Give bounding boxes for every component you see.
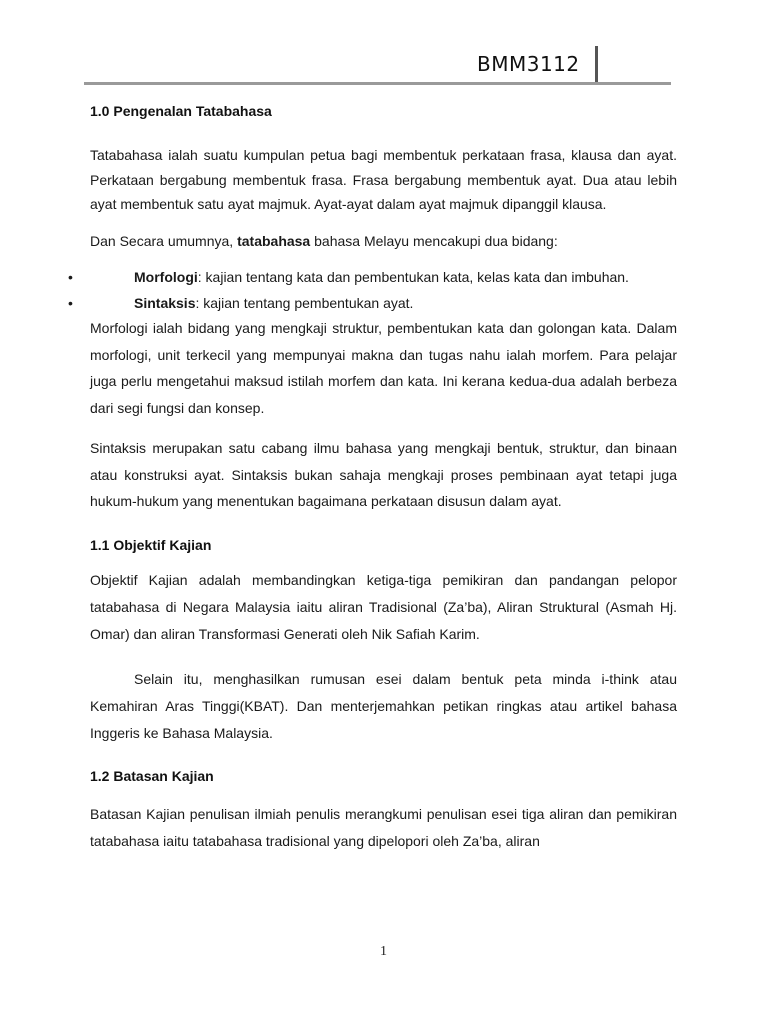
bullet-item-morfologi: [68, 265, 677, 289]
bullet-desc: : kajian tentang kata dan pembentukan kata, kelas kata dan imbuhan.: [197, 269, 629, 285]
bullet-item-sintaksis: [68, 291, 677, 315]
header-rule: [84, 82, 671, 85]
objektif-paragraph-1: Objektif Kajian adalah membandingkan ketiga-tiga pemikiran dan pandangan pelopor tatabahasa di Negara Malaysia iaitu aliran Tradisional (Za’ba), Aliran Struktural (Asmah Hj. Omar) dan aliran Transformasi Generati oleh Nik Safiah Karim.: [90, 571, 677, 642]
bullet-text: [90, 265, 677, 289]
document-body: [68, 103, 677, 855]
intro-paragraph-4: Sintaksis merupakan satu cabang ilmu bahasa yang mengkaji bentuk, struktur, dan binaan atau konstruksi ayat. Sintaksis bukan sahaja mengkaji proses pembinaan ayat tetapi juga hukum-hukum yang menentukan bagaimana perkataan disusun dalam ayat.: [90, 440, 677, 509]
bullet-list: [68, 265, 677, 315]
intro-paragraph-2-lead: Dan Secara umumnya,: [90, 232, 238, 249]
bullet-desc: : kajian tentang pembentukan ayat.: [195, 295, 414, 311]
intro-paragraph-1: Tatabahasa ialah suatu kumpulan petua bagi membentuk perkataan frasa, klausa dan ayat. Perkataan bergabung membentuk frasa. Frasa bergabung membentuk ayat. Dua atau lebih ayat membentuk satu ayat majmuk. Ayat-ayat dalam ayat majmuk dipanggil klausa.: [90, 147, 677, 212]
bullet-term: Sintaksis: [134, 295, 196, 311]
intro-paragraph-2-bold: tatabahasa: [237, 232, 311, 249]
bullet-text: [90, 291, 677, 315]
section-heading-batasan: 1.2 Batasan Kajian: [90, 767, 214, 784]
batasan-paragraph-1: Batasan Kajian penulisan ilmiah penulis merangkumi penulisan esei tiga aliran dan pemikiran tatabahasa iaitu tatabahasa tradisional yang dipelopori oleh Za’ba, aliran: [90, 805, 677, 849]
objektif-paragraph-2: Selain itu, menghasilkan rumusan esei dalam bentuk peta minda i-think atau Kemahiran Aras Tinggi(KBAT). Dan menterjemahkan petikan ringkas atau artikel bahasa Inggeris ke Bahasa Malaysia.: [90, 670, 677, 741]
bullet-term: Morfologi: [134, 269, 198, 285]
course-code: BMM3112: [477, 52, 580, 76]
intro-paragraph-3: Morfologi ialah bidang yang mengkaji struktur, pembentukan kata dan golongan kata. Dalam morfologi, unit terkecil yang mempunyai makna dan tugas nahu ialah morfem. Para pelajar juga perlu mengetahui maksud istilah morfem dan kata. Ini kerana kedua-dua adalah berbeza dari segi fungsi dan konsep.: [90, 320, 677, 416]
page-number: 1: [380, 944, 387, 959]
intro-paragraph-2: [90, 229, 677, 254]
header-vertical-bar: [595, 46, 598, 84]
intro-paragraph-2-tail: bahasa Melayu mencakupi dua bidang:: [310, 232, 558, 249]
section-heading-intro: 1.0 Pengenalan Tatabahasa: [90, 103, 272, 119]
bullet-dot: •: [68, 295, 73, 311]
bullet-dot: •: [68, 269, 73, 285]
section-heading-objektif: 1.1 Objektif Kajian: [90, 536, 212, 553]
